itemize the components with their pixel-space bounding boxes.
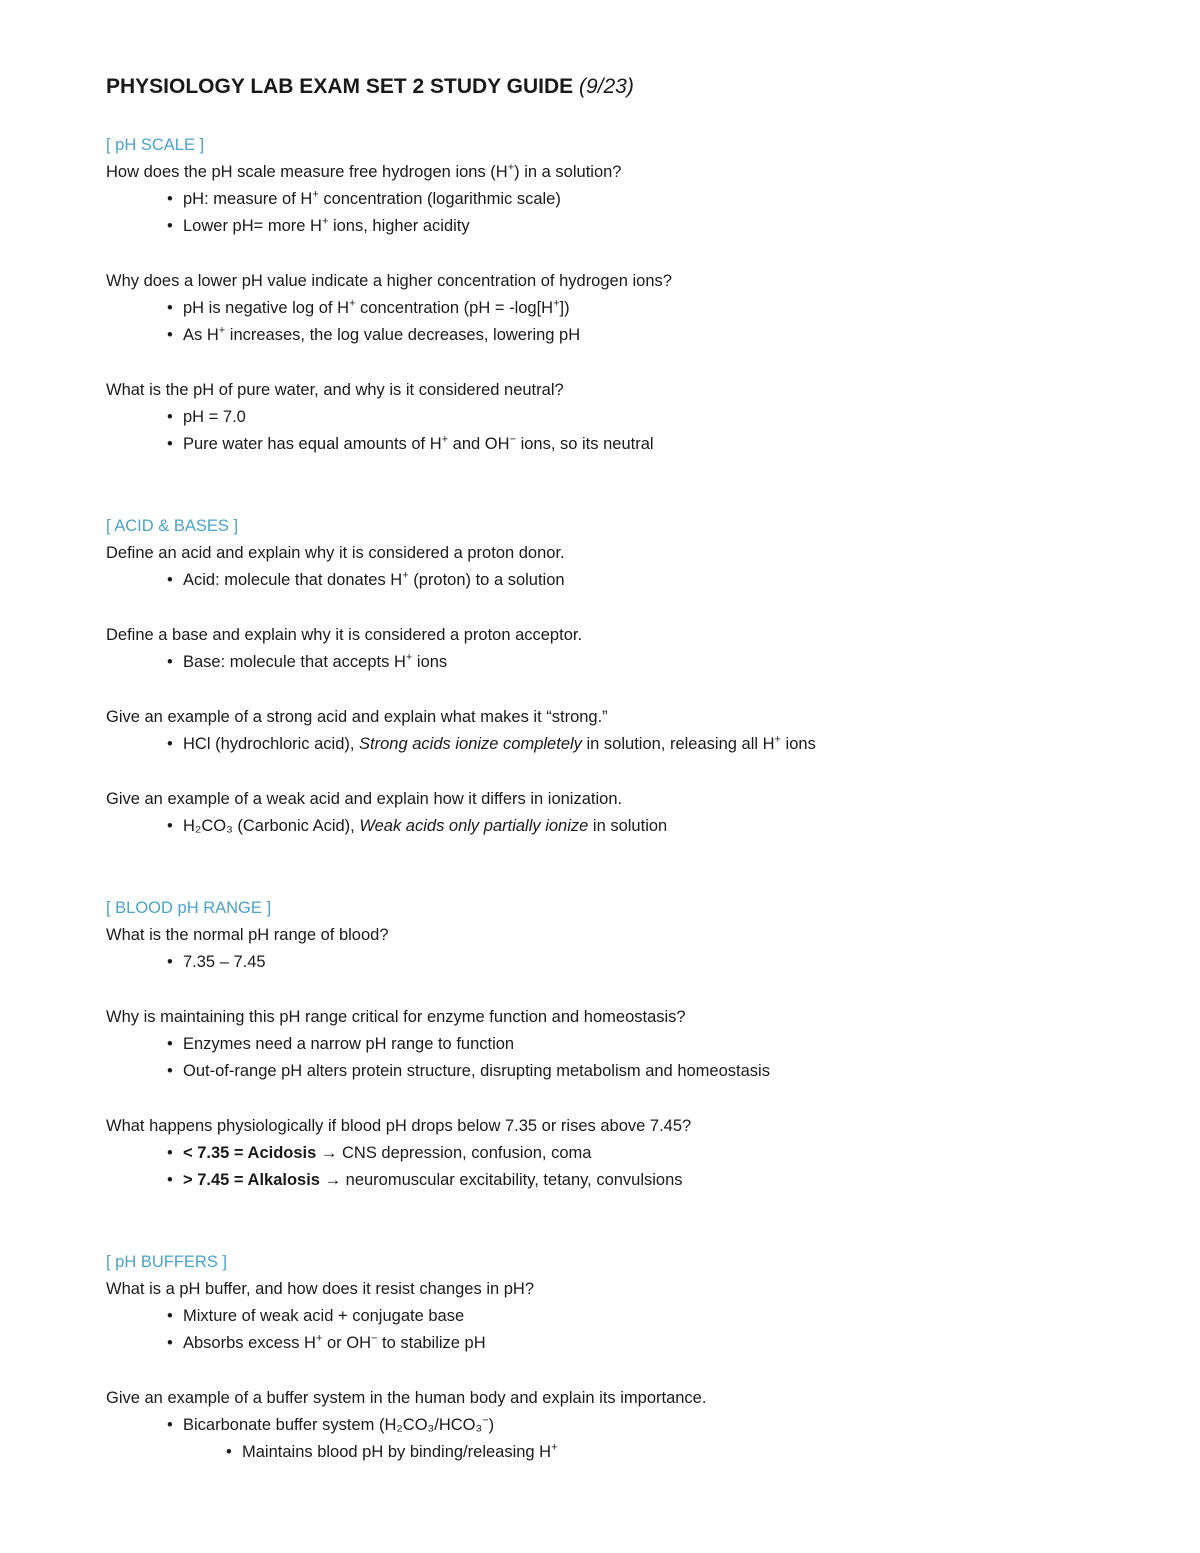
question: What is a pH buffer, and how does it resist changes in pH? [106,1280,535,1298]
question: Define a base and explain why it is considered a proton acceptor. [106,626,583,644]
answer-bullet: • pH is negative log of H+ concentration (pH = -log[H+]) [106,295,1106,322]
answer-bullet: • Absorbs excess H+ or OH− to stabilize pH [106,1330,1106,1357]
question: Define an acid and explain why it is considered a proton donor. [106,544,565,562]
answer-bullet: • < 7.35 = Acidosis → CNS depression, confusion, coma [106,1140,1106,1167]
section-heading: [ pH BUFFERS ] [106,1253,228,1271]
question: Give an example of a strong acid and explain what makes it “strong.” [106,708,608,726]
answer-bullet: • Base: molecule that accepts H+ ions [106,649,1106,676]
answer-bullet: • Pure water has equal amounts of H+ and OH− ions, so its neutral [106,431,1106,458]
question: Why does a lower pH value indicate a higher concentration of hydrogen ions? [106,272,672,290]
answer-bullet: • H₂CO₃ (Carbonic Acid), Weak acids only partially ionize in solution [106,813,1106,840]
section-acids-bases [106,513,1106,840]
answer-bullet: • Bicarbonate buffer system (H₂CO₃/HCO₃−) [106,1412,1106,1439]
section-heading: [ pH SCALE ] [106,136,205,154]
answer-bullet: • Out-of-range pH alters protein structure, disrupting metabolism and homeostasis [106,1058,1106,1085]
study-guide-page [106,72,1106,1466]
answer-bullet: • Enzymes need a narrow pH range to function [106,1031,1106,1058]
question: What is the normal pH range of blood? [106,926,389,944]
section-heading: [ ACID & BASES ] [106,517,239,535]
question: Give an example of a weak acid and explain how it differs in ionization. [106,790,623,808]
section-heading: [ BLOOD pH RANGE ] [106,899,272,917]
answer-bullet: • As H+ increases, the log value decreases, lowering pH [106,322,1106,349]
answer-bullet: • HCl (hydrochloric acid), Strong acids ionize completely in solution, releasing all H+ ions [106,731,1106,758]
answer-bullet: • 7.35 – 7.45 [106,949,1106,976]
section-ph-scale [106,132,1106,458]
question: How does the pH scale measure free hydrogen ions (H+) in a solution? [106,161,622,181]
answer-bullet: • pH: measure of H+ concentration (logarithmic scale) [106,186,1106,213]
question: What is the pH of pure water, and why is it considered neutral? [106,381,564,399]
answer-bullet: • Acid: molecule that donates H+ (proton) to a solution [106,567,1106,594]
answer-bullet: • > 7.45 = Alkalosis → neuromuscular excitability, tetany, convulsions [106,1167,1106,1194]
section-blood-ph [106,895,1106,1194]
question: Why is maintaining this pH range critical for enzyme function and homeostasis? [106,1008,686,1026]
section-ph-buffers [106,1249,1106,1466]
answer-sub-bullet: • Maintains blood pH by binding/releasing H+ [106,1439,1106,1466]
answer-bullet: • Mixture of weak acid + conjugate base [106,1303,1106,1330]
page-title: PHYSIOLOGY LAB EXAM SET 2 STUDY GUIDE (9/23) [106,75,634,98]
question: What happens physiologically if blood pH drops below 7.35 or rises above 7.45? [106,1117,692,1135]
question: Give an example of a buffer system in the human body and explain its importance. [106,1389,707,1407]
answer-bullet: • Lower pH= more H+ ions, higher acidity [106,213,1106,240]
answer-bullet: • pH = 7.0 [106,404,1106,431]
title-date: (9/23) [578,75,634,98]
